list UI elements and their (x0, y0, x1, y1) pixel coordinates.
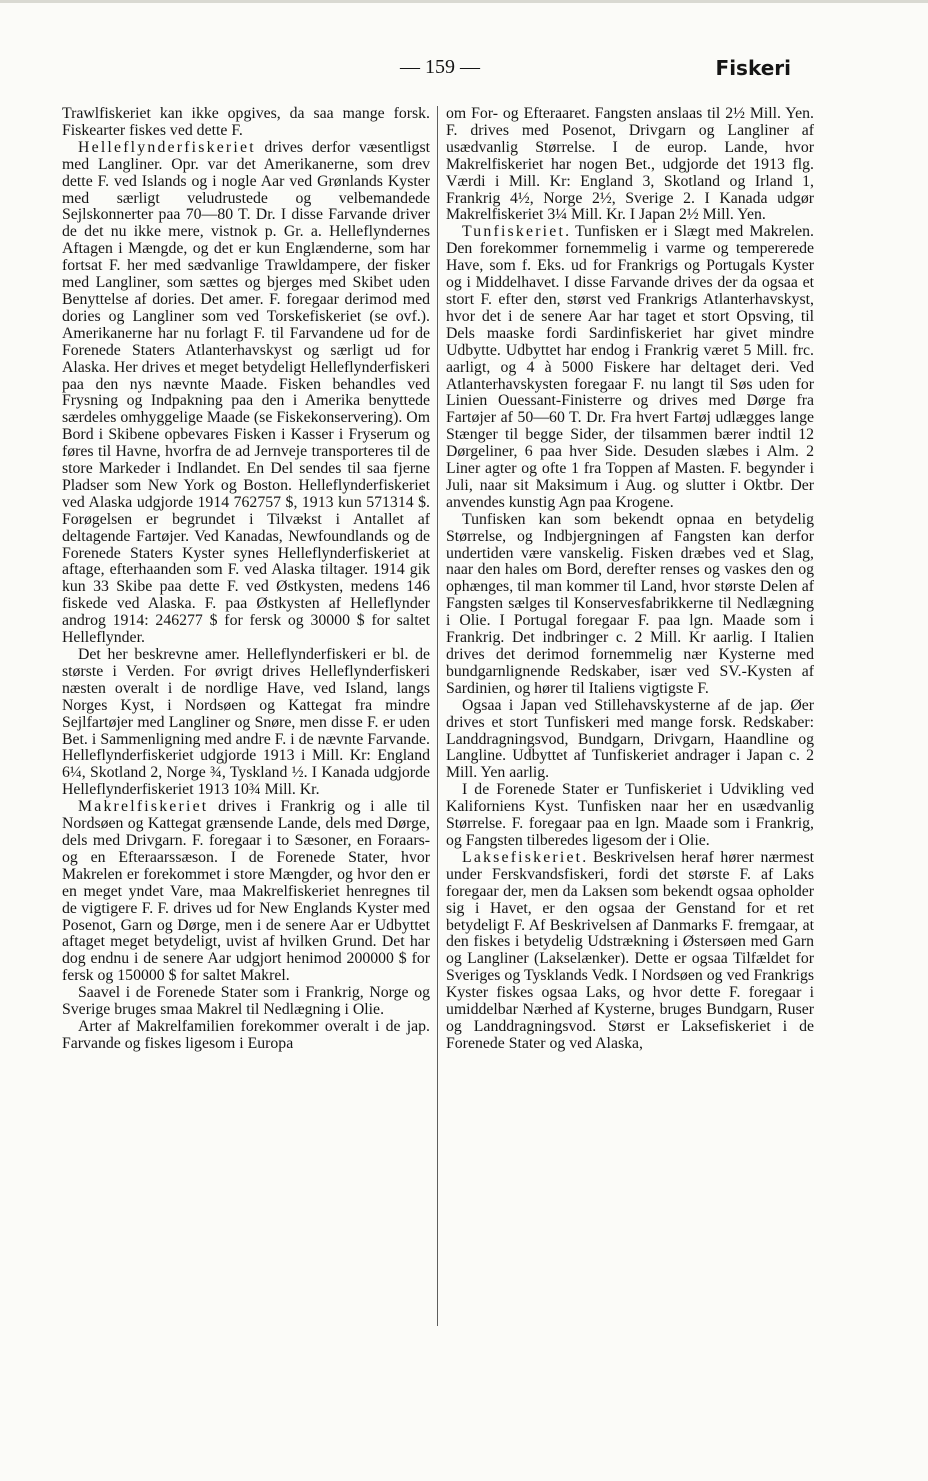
column-divider (437, 106, 438, 1326)
paragraph-text: drives derfor væsentligst med Langliner. Opr. var det Amerikanerne, som drev dette F. ved Islands og i nogle Aar ved Grønlands Kyster med særligt veludrustede og velbemandede Sejlskonnerter paa 70—80 T. Dr. I disse Farvande driver de det nu ikke mere, vistnok p. Gr. a. Helleflyndernes Aftagen i Mængde, og det er kun Englænderne, som har fortsat F. her med sædvanlige Trawldampere, der fisker med Langliner, som sættes og bjerges med Skibet uden Benyttelse af dories. Det amer. F. foregaar derimod med dories og Langliner som ved Torskefiskeriet (se ovf.). Amerikanerne har nu forlagt F. til Farvandene ud for de Forenede Staters Atlanterhavskyst og særligt ud for Alaska. Her drives et meget betydeligt Helleflynderfiskeri paa den nys nævnte Maade. Fisken behandles ved Frysning og Indpakning paa den i Amerika benyttede særdeles omhyggelige Maade (se Fiskekonservering). Om Bord i Skibene opbevares Fisken i Kasser i Fryserum og føres til Havne, hvorfra de ad Jernveje transporteres til de store Markeder i Indlandet. En Del sendes til saa fjerne Pladser som New York og Boston. Helleflynderfiskeriet ved Alaska udgjorde 1914 762757 $, 1913 kun 571314 $. Forøgelsen er begrundet i Tilvækst i Antallet af deltagende Fartøjer. Ved Kanadas, Newfoundlands og de Forenede Staters Kyster synes Helleflynderfiskeriet at aftage, efterhaanden som F. ved Alaska tiltager. 1914 gik kun 33 Skibe paa dette F. ved Østkysten, medens 146 fiskede ved Alaska. F. paa Østkysten af Helleflynder androg 1914: 246277 $ for fersk og 30000 $ for saltet Helleflynder. (62, 138, 430, 647)
paragraph: Trawlfiskeriet kan ikke opgives, da saa mange forsk. Fiskearter fiskes ved dette F. (62, 105, 430, 139)
page-edge (0, 0, 928, 3)
paragraph: Det her beskrevne amer. Helleflynderfiskeri er bl. de største i Verden. For øvrigt drives Helleflynderfiskeri næsten overalt i de nordlige Have, ved Island, langs Norges Kyst, i Nordsøen og Kattegat fra mindre Sejlfartøjer med Langliner og Snøre, men disse F. er uden Bet. i Sammenligning med andre F. i de nævnte Farvande. Helleflynderfiskeriet udgjorde 1913 i Mill. Kr: England 6¼, Skotland 2, Norge ¾, Tyskland ½. I Kanada udgjorde Helleflynderfiskeriet 1913 10¾ Mill. Kr. (62, 646, 430, 799)
entry-heading: Helleflynderfiskeriet (78, 138, 256, 156)
paragraph: Tunfisken kan som bekendt opnaa en betydelig Størrelse, og Indbjergningen af Fangsten kan derfor undertiden være vanskelig. Fisken dræbes ved et Slag, naar den hales om Bord, derefter renses og vaskes den og ophænges, til man kommer til Land, hvor største Delen af Fangsten sælges til Konservesfabrikkerne til Nedlægning i Olie. I Portugal foregaar F. paa lgn. Maade som i Frankrig. Det indbringer c. 2 Mill. Kr aarlig. I Italien drives det derimod fornemmelig nær Kysterne med bundgarnlignende Redskaber, især ved SV.-Kysten af Sardinien, og hører til Italiens vigtigste F. (446, 510, 814, 697)
paragraph (446, 224, 814, 511)
paragraph (62, 140, 430, 647)
paragraph: Saavel i de Forenede Stater som i Frankrig, Norge og Sverige bruges smaa Makrel til Nedlægning i Olie. (62, 984, 430, 1019)
paragraph-text: . Beskrivelsen heraf hører nærmest under Ferskvandsfiskeri, fordi det største F. af Laks foregaar der, men da Laksen som bekendt ogsaa opholder sig i Havet, er den ogsaa der Genstand for et ret betydeligt F. Af Beskrivelsen af Danmarks F. fremgaar, at den fiskes i betydelig Udstrækning i Østersøen med Garn og Langliner (Lakselænker). Dette er ogsaa Tilfældet for Sveriges og Tysklands Vedk. I Nordsøen og ved Frankrigs Kyster fiskes ogsaa Laks, og hvor dette F. foregaar i umiddelbar Nærhed af Kysterne, bruges Bundgarn, Ruser og Landdragningsvod. Størst er Laksefiskeriet i de Forenede Stater og ved Alaska, (446, 848, 814, 1052)
left-column (62, 106, 430, 1053)
paragraph: I de Forenede Stater er Tunfiskeriet i Udvikling ved Kaliforniens Kyst. Tunfisken naar her en usædvanlig Størrelse. F. foregaar paa en lgn. Maade som i Frankrig, og Fangsten tilberedes ligesom der i Olie. (446, 781, 814, 849)
paragraph (446, 850, 814, 1053)
paragraph-text: drives i Frankrig og i alle til Nordsøen og Kattegat grænsende Lande, dels med Dørge, dels med Drivgarn. F. foregaar i to Sæsoner, en Foraars- og en Efteraarssæson. I de Forenede Stater, hvor Makrelen er forekommet i store Mængder, og hvor den er en meget yndet Vare, maa Makrelfiskeriet henregnes til de vigtigere F. F. drives ud for New Englands Kyster med Posenot, Garn og Dørge, men i de senere Aar er Udbyttet aftaget meget betydeligt, uvist af hvilken Grund. Det har dog endnu i de senere Aar udgjort henimod 200000 $ for fersk og 150000 $ for saltet Makrel. (62, 798, 430, 985)
paragraph (62, 799, 430, 985)
page-header (0, 56, 928, 86)
entry-heading: Laksefiskeriet (462, 848, 583, 866)
page-number: — 159 — (400, 56, 480, 78)
paragraph: om For- og Efteraaret. Fangsten anslaas til 2½ Mill. Yen. F. drives med Posenot, Drivgarn og Langliner af usædvanlig Størrelse. I de europ. Lande, hvor Makrelfiskeriet har nogen Bet., udgjorde det 1913 flg. Værdi i Mill. Kr: England 3, Skotland og Irland 1, Frankrig 4½, Norge 2½, Sverige 2. I Kanada udgør Makrelfiskeriet 3¼ Mill. Kr. I Japan 2½ Mill. Yen. (446, 105, 814, 224)
section-title: Fiskeri (715, 56, 791, 80)
right-column (446, 106, 814, 1053)
entry-heading: Makrelfiskeriet (78, 798, 209, 816)
entry-heading: Tunfiskeriet (462, 223, 566, 241)
paragraph-text: . Tunfisken er i Slægt med Makrelen. Den forekommer fornemmelig i varme og tempererede Have, som f. Eks. ud for Frankrigs og Portugals Kyster og i Middelhavet. I disse Farvande drives der da ogsaa et stort F. efter den, størst ved Frankrigs Atlanterhavskyst, hvor det i de senere Aar har taget et stort Opsving, til Dels maaske fordi Sardinfiskeriet har givet mindre Udbytte. Udbyttet har endog i Frankrig været 5 Mill. frc. aarligt, og 4 à 5000 Fiskere har deltaget deri. Ved Atlanterhavskysten foregaar F. nu langt til Søs uden for Linien Ouessant-Finisterre og drives med Dørge fra Fartøjer af 50—60 T. Dr. Fra hvert Fartøj udlægges lange Stænger til begge Sider, der tilsammen bærer indtil 12 Dørgeliner, 6 paa hver Side. Desuden slæbes i Alm. 2 Liner agter og ofte 1 fra Toppen af Masten. F. begynder i Juli, naar sit Maksimum i Aug. og slutter i Oktbr. Der anvendes kunstig Agn paa Krogene. (446, 223, 814, 511)
paragraph: Arter af Makrelfamilien forekommer overalt i de jap. Farvande og fiskes ligesom i Europa (62, 1017, 430, 1052)
paragraph: Ogsaa i Japan ved Stillehavskysterne af de jap. Øer drives et stort Tunfiskeri med mange forsk. Redskaber: Landdragningsvod, Bundgarn, Drivgarn, Haandline og Langline. Udbyttet af Tunfiskeriet andrager i Japan c. 2 Mill. Yen aarlig. (446, 696, 814, 782)
